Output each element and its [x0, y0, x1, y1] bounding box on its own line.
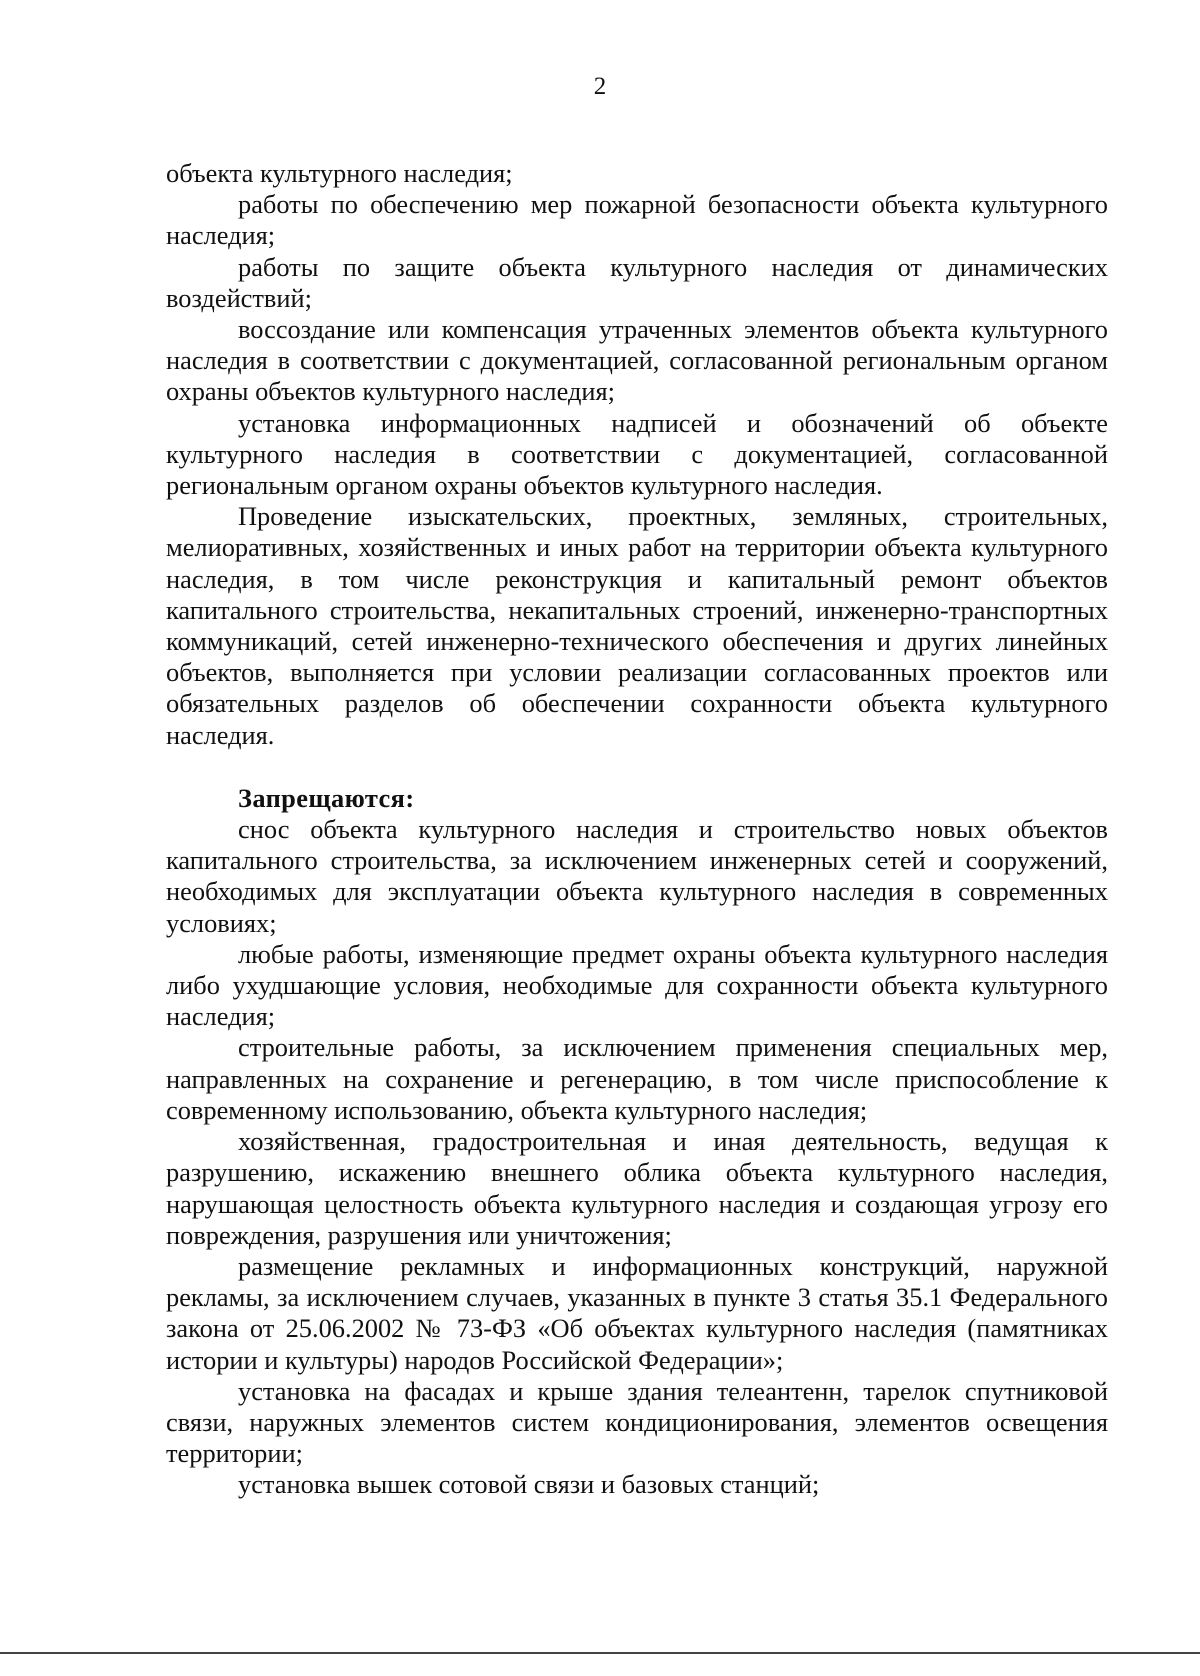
prohibited-item: строительные работы, за исключением применения специальных мер, направленных на сохранение и регенерацию, в том числе приспособление к современному использованию, объекта культурного наследия;: [166, 1032, 1108, 1125]
prohibited-item: размещение рекламных и информационных конструкций, наружной рекламы, за исключением случаев, указанных в пункте 3 статья 35.1 Федерального закона от 25.06.2002 № 73-ФЗ «Об объектах культурного наследия (памятниках истории и культуры) народов Российской Федерации»;: [166, 1250, 1108, 1375]
paragraph: воссоздание или компенсация утраченных элементов объекта культурного наследия в соответствии с документацией, согласованной региональным органом охраны объектов культурного наследия;: [166, 314, 1108, 407]
page-number: 2: [593, 73, 607, 100]
paragraph: работы по защите объекта культурного наследия от динамических воздействий;: [166, 251, 1108, 313]
prohibited-item: хозяйственная, градостроительная и иная деятельность, ведущая к разрушению, искажению внешнего облика объекта культурного наследия, нарушающая целостность объекта культурного наследия и создающая угрозу его повреждения, разрушения или уничтожения;: [166, 1126, 1108, 1250]
scan-bottom-edge: [0, 1652, 1200, 1654]
prohibited-item: установка вышек сотовой связи и базовых станций;: [238, 1469, 820, 1500]
paragraph: работы по обеспечению мер пожарной безопасности объекта культурного наследия;: [166, 189, 1108, 251]
paragraph: Проведение изыскательских, проектных, земляных, строительных, мелиоративных, хозяйственных и иных работ на территории объекта культурного наследия, в том числе реконструкция и капитальный ремонт объектов капитального строительства, некапитальных строений, инженерно-транспортных коммуникаций, сетей инженерно-технического обеспечения и других линейных объектов, выполняется при условии реализации согласованных проектов или обязательных разделов об обеспечении сохранности объекта культурного наследия.: [166, 501, 1108, 750]
prohibited-item: снос объекта культурного наследия и строительство новых объектов капитального строительства, за исключением инженерных сетей и сооружений, необходимых для эксплуатации объекта культурного наследия в современных условиях;: [166, 814, 1108, 938]
prohibited-item: любые работы, изменяющие предмет охраны объекта культурного наследия либо ухудшающие условия, необходимые для сохранности объекта культурного наследия;: [166, 938, 1108, 1032]
section-heading: Запрещаются:: [238, 782, 415, 813]
prohibited-item: установка на фасадах и крыше здания телеантенн, тарелок спутниковой связи, наружных элементов систем кондиционирования, элементов освещения территории;: [166, 1375, 1108, 1469]
document-body: [166, 158, 1108, 1501]
paragraph: объекта культурного наследия;: [166, 158, 513, 188]
paragraph: установка информационных надписей и обозначений об объекте культурного наследия в соответствии с документацией, согласованной региональным органом охраны объектов культурного наследия.: [166, 407, 1108, 501]
